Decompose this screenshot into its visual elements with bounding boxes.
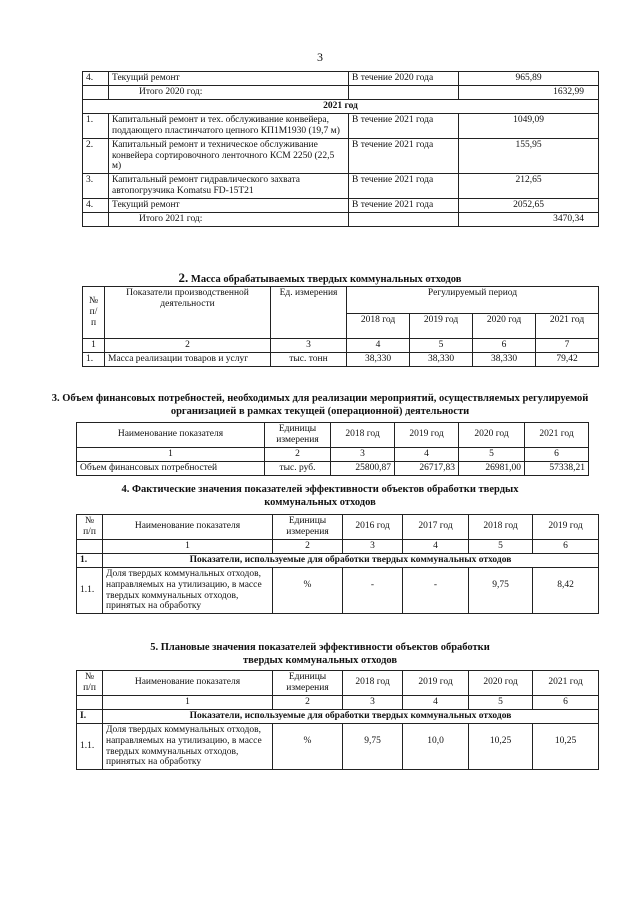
total-row-2020 <box>83 85 599 99</box>
value: 38,330 <box>410 352 473 366</box>
table-row <box>83 174 599 199</box>
header-unit: Единицы измерения <box>273 671 343 696</box>
header-year: 2020 год <box>473 314 536 339</box>
unit: тыс. руб. <box>265 461 331 475</box>
unit: тыс. тонн <box>271 352 347 366</box>
work-cost: 965,89 <box>459 72 599 86</box>
header-year: 2019 год <box>403 671 469 696</box>
work-name: Капитальный ремонт гидравлического захвата автопогрузчика Komatsu FD-15T21 <box>109 174 349 199</box>
section-5-title: 5. Плановые значения показателей эффективности объектов обработки твердых коммунальных отходов <box>150 642 490 667</box>
header-indicator: Показатели производственной деятельности <box>105 287 271 339</box>
value: 26717,83 <box>395 461 459 475</box>
value: 38,330 <box>473 352 536 366</box>
planned-indicators-table <box>76 670 599 770</box>
value: - <box>343 567 403 614</box>
value: 9,75 <box>343 723 403 770</box>
actual-indicators-table <box>76 514 599 614</box>
work-name: Текущий ремонт <box>109 199 349 213</box>
total-label: Итого 2020 год: <box>109 85 349 99</box>
page-number: 3 <box>317 50 323 64</box>
group-label: Показатели, используемые для обработки твердых коммунальных отходов <box>103 709 599 723</box>
value: - <box>403 567 469 614</box>
row-number: 1. <box>83 113 109 138</box>
financial-needs-table <box>76 422 589 476</box>
total-label: Итого 2021 год: <box>109 213 349 227</box>
header-year: 2020 год <box>469 671 533 696</box>
header-year: 2018 год <box>469 515 533 540</box>
column-numbers-row: 1 2 3 4 5 6 <box>77 539 599 553</box>
work-name: Капитальный ремонт и тех. обслуживание конвейера, поддающего пластинчатого цепного КП1М1930 (19,7 м) <box>109 113 349 138</box>
work-cost: 212,65 <box>459 174 599 199</box>
indicator-name: Объем финансовых потребностей <box>77 461 265 475</box>
header-year: 2018 год <box>347 314 410 339</box>
value: 38,330 <box>347 352 410 366</box>
header-period: Регулируемый период <box>347 287 599 314</box>
value: 25800,87 <box>331 461 395 475</box>
header-year: 2017 год <box>403 515 469 540</box>
row-number: 3. <box>83 174 109 199</box>
unit: % <box>273 567 343 614</box>
value: 79,42 <box>536 352 599 366</box>
work-cost: 155,95 <box>459 138 599 174</box>
table-row <box>83 72 599 86</box>
value: 10,25 <box>469 723 533 770</box>
header-year: 2019 год <box>410 314 473 339</box>
header-year: 2016 год <box>343 515 403 540</box>
header-year: 2020 год <box>459 423 525 448</box>
table-row <box>77 723 599 770</box>
header-year: 2021 год <box>533 671 599 696</box>
header-name: Наименование показателя <box>103 671 273 696</box>
group-number: I. <box>77 709 103 723</box>
waste-mass-table <box>82 286 599 367</box>
work-period: В течение 2020 года <box>349 72 459 86</box>
total-row-2021 <box>83 213 599 227</box>
row-number: 4. <box>83 72 109 86</box>
table-row <box>77 461 589 475</box>
header-year: 2019 год <box>395 423 459 448</box>
header-year: 2021 год <box>525 423 589 448</box>
value: 8,42 <box>533 567 599 614</box>
header-year: 2019 год <box>533 515 599 540</box>
header-unit: Ед. измерения <box>271 287 347 339</box>
header-unit: Единицы измерения <box>273 515 343 540</box>
row-number: 2. <box>83 138 109 174</box>
repair-table <box>82 71 599 227</box>
work-cost: 1049,09 <box>459 113 599 138</box>
table-row <box>83 113 599 138</box>
table-row <box>83 138 599 174</box>
work-period: В течение 2021 года <box>349 174 459 199</box>
header-num: № п/п <box>77 515 103 540</box>
header-num: № п/п <box>77 671 103 696</box>
indicator-name: Доля твердых коммунальных отходов, направляемых на утилизацию, в массе твердых коммунальных отходов, принятых на обработку <box>103 723 273 770</box>
table-row <box>83 352 599 366</box>
group-row <box>77 553 599 567</box>
row-number: 1.1. <box>77 723 103 770</box>
work-period: В течение 2021 года <box>349 199 459 213</box>
header-unit: Единицы измерения <box>265 423 331 448</box>
column-numbers-row: 1 2 3 4 5 6 7 <box>83 339 599 353</box>
column-numbers-row: 1 2 3 4 5 6 <box>77 695 599 709</box>
value: 10,0 <box>403 723 469 770</box>
work-cost: 2052,65 <box>459 199 599 213</box>
value: 26981,00 <box>459 461 525 475</box>
header-name: Наименование показателя <box>77 423 265 448</box>
year-row <box>83 99 599 113</box>
table-row <box>83 199 599 213</box>
value: 10,25 <box>533 723 599 770</box>
column-numbers-row: 1 2 3 4 5 6 <box>77 447 589 461</box>
header-num: № п/ п <box>83 287 105 339</box>
work-name: Текущий ремонт <box>109 72 349 86</box>
value: 57338,21 <box>525 461 589 475</box>
work-period: В течение 2021 года <box>349 113 459 138</box>
work-name: Капитальный ремонт и техническое обслуживание конвейера сортировочного ленточного КСМ 2250 (22,5 м) <box>109 138 349 174</box>
work-period: В течение 2021 года <box>349 138 459 174</box>
header-year: 2021 год <box>536 314 599 339</box>
table-row <box>77 567 599 614</box>
row-number: 4. <box>83 199 109 213</box>
section-4-title: 4. Фактические значения показателей эффективности объектов обработки твердых коммунальных отходов <box>121 484 519 509</box>
header-year: 2018 год <box>331 423 395 448</box>
indicator-name: Доля твердых коммунальных отходов, направляемых на утилизацию, в массе твердых коммунальных отходов, принятых на обработку <box>103 567 273 614</box>
row-number: 1.1. <box>77 567 103 614</box>
group-number: 1. <box>77 553 103 567</box>
total-value: 1632,99 <box>459 85 599 99</box>
indicator-name: Масса реализации товаров и услуг <box>105 352 271 366</box>
row-number: 1. <box>83 352 105 366</box>
total-value: 3470,34 <box>459 213 599 227</box>
section-3-title: 3. Объем финансовых потребностей, необходимых для реализации мероприятий, осуществляемых регулируемой организацией в рамках текущей (операционной) деятельности <box>51 393 589 418</box>
value: 9,75 <box>469 567 533 614</box>
group-row <box>77 709 599 723</box>
unit: % <box>273 723 343 770</box>
header-year: 2018 год <box>343 671 403 696</box>
year-label: 2021 год <box>83 99 599 113</box>
header-name: Наименование показателя <box>103 515 273 540</box>
group-label: Показатели, используемые для обработки твердых коммунальных отходов <box>103 553 599 567</box>
section-2-title: 2. Масса обрабатываемых твердых коммунальных отходов <box>178 270 462 285</box>
